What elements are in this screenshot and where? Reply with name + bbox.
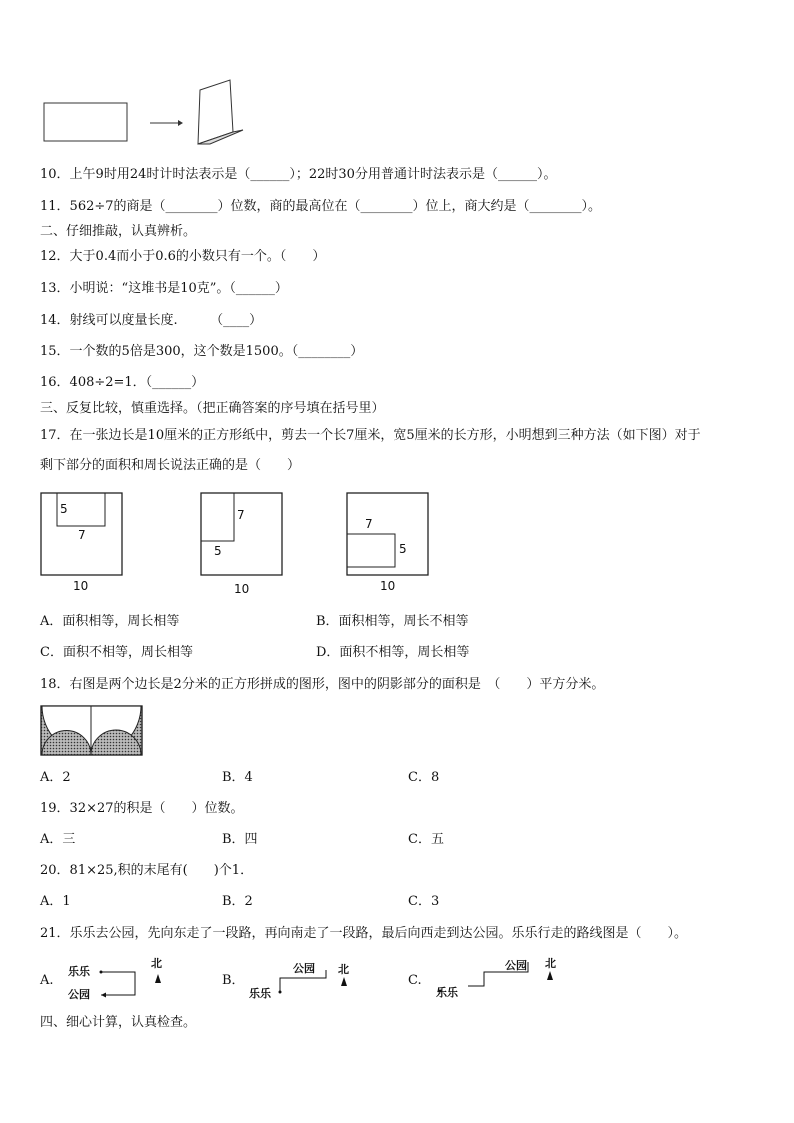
- q21-c-end-label: 公园: [505, 959, 527, 972]
- q19-option-a: A．三: [40, 832, 76, 847]
- arrow-head: [178, 120, 183, 126]
- q21-c-north-label: 北: [545, 957, 556, 970]
- card-base: [198, 130, 243, 144]
- section-4-heading: 四、细心计算，认真检查。: [40, 1015, 197, 1030]
- q17-fig1-width-label: 5: [60, 502, 68, 516]
- q17-fig2-side-label: 10: [234, 582, 250, 596]
- fold-figure: [40, 78, 250, 148]
- question-17-line1: 17．在一张边长是10厘米的正方形纸中，剪去一个长7厘米，宽5厘米的长方形，小明想到三种方法（如下图）对于: [40, 428, 701, 443]
- q17-fig2-width-label: 7: [237, 508, 245, 522]
- question-11: 11．562÷7的商是（________）位数，商的最高位在（________）位上，商大约是（________）。: [40, 199, 602, 214]
- question-17-line2: 剩下部分的面积和周长说法正确的是（ ）: [40, 458, 301, 473]
- q17-fig1-side-label: 10: [73, 579, 89, 593]
- question-18: 18．右图是两个边长是2分米的正方形拼成的图形，图中的阴影部分的面积是 （ ）平方分米。: [40, 677, 605, 692]
- section-2-heading: 二、仔细推敲，认真辨析。: [40, 224, 197, 239]
- q17-fig3-length-label: 5: [399, 542, 407, 556]
- q18-option-c: C．8: [408, 770, 440, 785]
- q17-option-a: A．面积相等，周长相等: [40, 614, 180, 629]
- q17-fig3-side-label: 10: [380, 579, 396, 593]
- q21-b-start-label: 乐乐: [249, 987, 271, 1000]
- q21-b-north-label: 北: [338, 963, 349, 976]
- q21-c-start-label: 乐乐: [436, 986, 458, 999]
- q21-b-end-label: 公园: [293, 962, 315, 975]
- question-13: 13．小明说：“这堆书是10克”。（______）: [40, 281, 288, 296]
- q18-figure: [40, 705, 144, 757]
- q21-option-b: B．: [222, 973, 245, 988]
- q20-option-b: B．2: [222, 894, 253, 909]
- q21-a-north-label: 北: [151, 957, 162, 970]
- q17-option-d: D．面积不相等，周长相等: [316, 645, 470, 660]
- question-10: 10．上午9时用24时计时法表示是（______）；22时30分用普通计时法表示是（______）。: [40, 167, 557, 182]
- q19-option-b: B．四: [222, 832, 258, 847]
- q17-option-c: C．面积不相等，周长相等: [40, 645, 193, 660]
- q18-option-a: A．2: [40, 770, 71, 785]
- question-16: 16．408÷2=1．（______）: [40, 375, 205, 390]
- flat-rectangle: [44, 103, 127, 141]
- q17-figure-3: [346, 492, 431, 577]
- question-20: 20．81×25,积的末尾有( )个1．: [40, 863, 254, 878]
- question-21: 21．乐乐去公园，先向东走了一段路，再向南走了一段路，最后向西走到达公园。乐乐行走的路线图是（ ）。: [40, 926, 688, 941]
- q17-figure-2: [200, 492, 285, 577]
- q17-fig1-length-label: 7: [78, 528, 86, 542]
- section-3-heading: 三、反复比较，慎重选择。（把正确答案的序号填在括号里）: [40, 401, 385, 416]
- q19-option-c: C．五: [408, 832, 444, 847]
- q21-a-end-label: 公园: [68, 988, 90, 1001]
- question-12: 12．大于0.4而小于0.6的小数只有一个。（ ）: [40, 249, 326, 264]
- q17-option-b: B．面积相等，周长不相等: [316, 614, 469, 629]
- q17-fig2-length-label: 5: [214, 544, 222, 558]
- q20-option-a: A．1: [40, 894, 71, 909]
- q21-a-start-label: 乐乐: [68, 965, 90, 978]
- q21-option-c: C.: [408, 973, 422, 988]
- q17-fig3-width-label: 7: [365, 517, 373, 531]
- q18-option-b: B．4: [222, 770, 253, 785]
- q20-option-c: C．3: [408, 894, 440, 909]
- q21-option-a: A.: [40, 973, 54, 988]
- question-14: 14．射线可以度量长度. （____）: [40, 313, 263, 328]
- question-19: 19．32×27的积是（ ）位数。: [40, 801, 244, 816]
- question-15: 15．一个数的5倍是300，这个数是1500。（________）: [40, 344, 364, 359]
